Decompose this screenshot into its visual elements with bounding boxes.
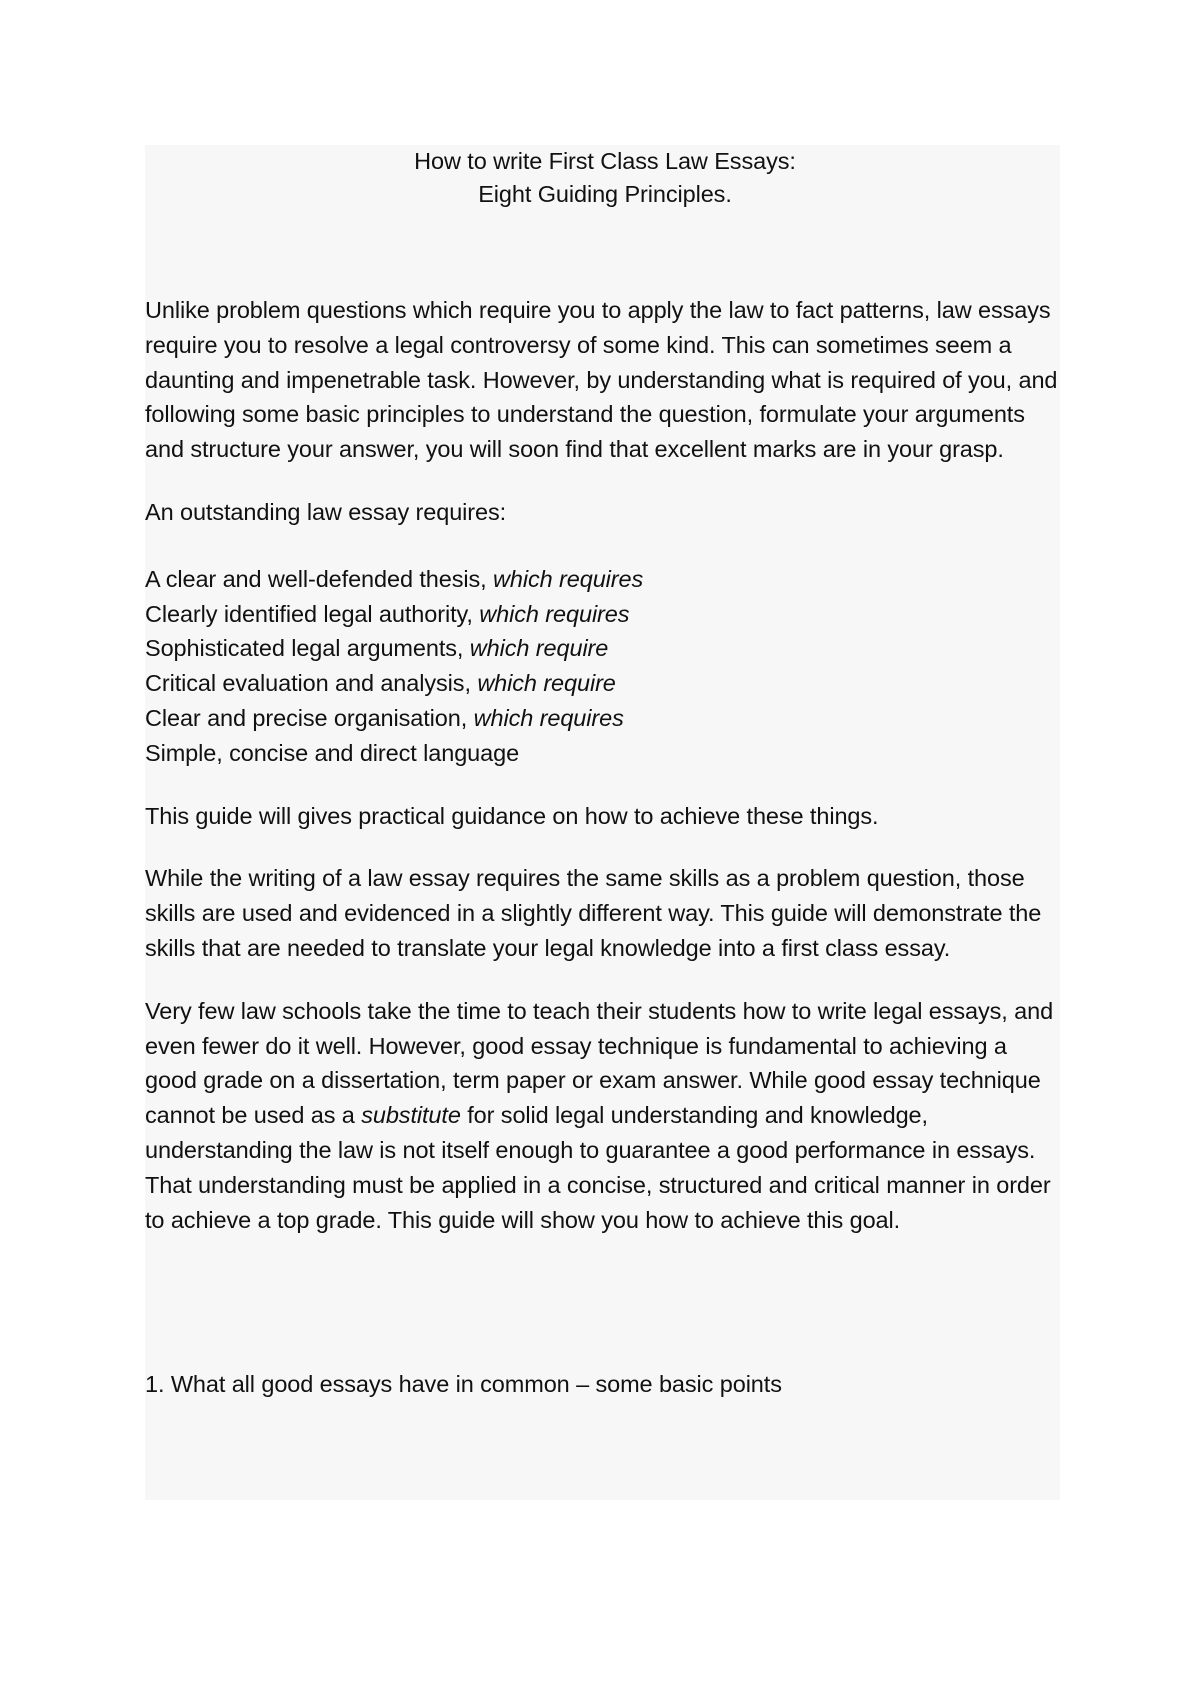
title-line-1: How to write First Class Law Essays:: [414, 148, 796, 174]
list-item: Simple, concise and direct language: [145, 739, 520, 766]
section-heading: 1. What all good essays have in common – some basic points: [145, 1371, 782, 1398]
emphasis-substitute: substitute: [361, 1102, 461, 1129]
intro-paragraph: Unlike problem questions which require you to apply the law to fact patterns, law essays require you to resolve a legal controversy of some kind. This can sometimes seem a daunting and impenetrable task. However, by understanding what is required of you, and following some basic principles to understand the question, formulate your arguments and structure your answer, you will soon find that excellent marks are in your grasp.: [145, 297, 1058, 463]
guide-paragraph: This guide will gives practical guidance on how to achieve these things.: [145, 802, 879, 829]
schools-paragraph: Very few law schools take the time to teach their students how to write legal essays, and even fewer do it well. However, good essay technique is fundamental to achieving a good grade on a dissertation, term paper or exam answer. While good essay technique cannot be used as a substitute for solid legal understanding and knowledge, understanding the law is not itself enough to guarantee a good performance in essays. That understanding must be applied in a concise, structured and critical manner in order to achieve a top grade. This guide will show you how to achieve this goal.: [145, 997, 1054, 1233]
list-item: Sophisticated legal arguments, which require: [145, 635, 609, 662]
title-line-2: Eight Guiding Principles.: [478, 181, 732, 207]
list-item: A clear and well-defended thesis, which requires: [145, 565, 644, 592]
document-title: [145, 145, 1065, 211]
list-item: Critical evaluation and analysis, which require: [145, 670, 616, 697]
skills-paragraph: While the writing of a law essay requires the same skills as a problem question, those skills are used and evidenced in a slightly different way. This guide will demonstrate the skills that are needed to translate your legal knowledge into a first class essay.: [145, 865, 1042, 961]
requirements-list: [145, 562, 1065, 771]
list-item: Clearly identified legal authority, which requires: [145, 600, 630, 627]
document-body: [145, 145, 1065, 1402]
requires-heading: An outstanding law essay requires:: [145, 498, 507, 525]
list-item: Clear and precise organisation, which requires: [145, 704, 624, 731]
